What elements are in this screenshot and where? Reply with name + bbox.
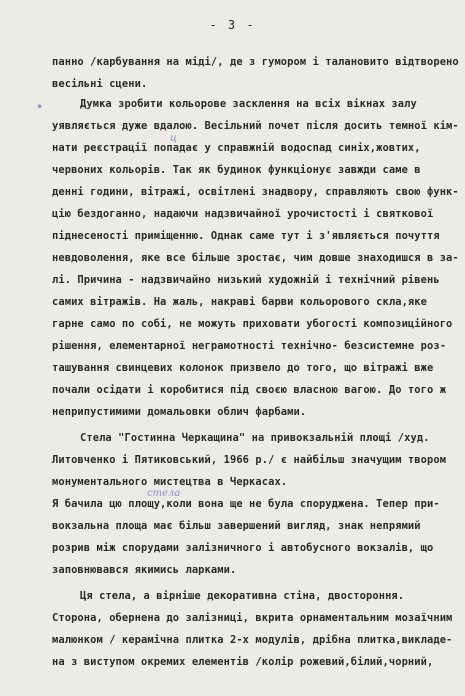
text-line: рішення, елементарної неграмотності технічно- безсистемне роз- <box>52 340 447 352</box>
text-line: самих вітражів. На жаль, накраві барви кольорового скла,яке <box>52 296 427 308</box>
text-line: Ця стела, а вірніше декоративна стіна, двостороння. <box>80 590 405 602</box>
text-line: невдоволення, яке все більше зростає, чим довше знаходишся в за- <box>52 252 459 264</box>
text-line: вокзальна площа має більш завершений вигляд, знак непрямий <box>52 520 421 532</box>
text-line: ташування свинцевих колонок призвело до того, що вітражі вже <box>52 362 434 374</box>
text-line: цію бездоганно, надаючи надзвичайної урочистості і святкової <box>52 208 434 220</box>
text-line: заповнювався якимись ларками. <box>52 564 237 576</box>
text-line: піднесеності приміщенню. Однак саме тут і з'являється почуття <box>52 230 440 242</box>
text-line: нати реєстрації попадає у справжній водоспад синіх,жовтих, <box>52 142 421 154</box>
text-line: малюнком / керамічна плитка 2-х модулів, дрібна плитка,викладе- <box>52 634 453 646</box>
page-number: - 3 - <box>209 18 256 32</box>
text-line: гарне само по собі, не можуть приховати убогості композиційного <box>52 318 453 330</box>
margin-bullet-icon: • <box>36 100 44 114</box>
text-line: лі. Причина - надзвичайно низький художній і технічний рівень <box>52 274 440 286</box>
text-line: весільні сцени. <box>52 78 148 90</box>
text-line: денні години, вітражі, освітлені знадвору, справляють свою функ- <box>52 186 459 198</box>
text-line: уявляється дуже вдалою. Весільний почет після досить темної кім- <box>52 120 459 132</box>
text-line: Литовченко і Пятиковський, 1966 р./ є найбільш значущим твором <box>52 454 447 466</box>
text-line: червоних кольорів. Так як будинок функціонує завжди саме в <box>52 164 421 176</box>
handwritten-correction: стела <box>147 488 181 499</box>
text-line: почали осідати і коробитися під своєю власною вагою. До того ж <box>52 384 447 396</box>
text-line: розрив між спорудами залізничного і автобусного вокзалів, що <box>52 542 434 554</box>
handwritten-mark: ц <box>170 133 177 144</box>
text-line: Думка зробити кольорове засклення на всіх вікнах залу <box>80 98 417 110</box>
text-line: неприпустимими домальовки облич фарбами. <box>52 406 307 418</box>
text-line: Стела "Гостинна Черкащина" на привокзальній площі /худ. <box>80 432 430 444</box>
text-line: панно /карбування на міді/, де з гумором і талановито відтворено <box>52 56 459 68</box>
text-line: монументального мистецтва в Черкасах. <box>52 476 288 488</box>
text-line: на з виступом окремих елементів /колір рожевий,білий,чорний, <box>52 656 434 668</box>
text-line: Сторона, обернена до залізниці, вкрита орнаментальним мозаїчним <box>52 612 453 624</box>
text-line: Я бачила цю площу,коли вона ще не була споруджена. Тепер при- <box>52 498 440 510</box>
